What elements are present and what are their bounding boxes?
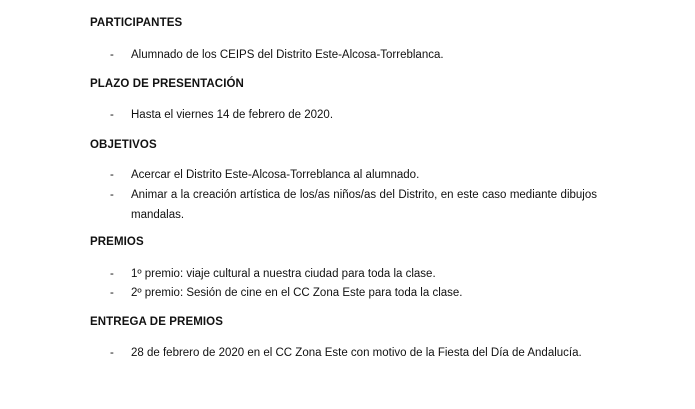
bullet-dash: - — [110, 169, 114, 181]
bullet-dash: - — [110, 287, 114, 299]
section-heading-objetivos: OBJETIVOS — [90, 139, 157, 151]
list-item-text: 1º premio: viaje cultural a nuestra ciudad para toda la clase. — [131, 268, 436, 280]
list-item — [110, 45, 600, 65]
bullet-dash: - — [110, 109, 114, 121]
list-item-text: Hasta el viernes 14 de febrero de 2020. — [131, 109, 334, 121]
section-heading-participantes: PARTICIPANTES — [90, 17, 183, 29]
bullet-dash: - — [110, 49, 114, 61]
section-heading-entrega: ENTREGA DE PREMIOS — [90, 316, 223, 328]
bullet-dash: - — [110, 268, 114, 280]
list-item-text: 2º premio: Sesión de cine en el CC Zona Este para toda la clase. — [131, 287, 463, 299]
list-item-text: 28 de febrero de 2020 en el CC Zona Este con motivo de la Fiesta del Día de Andalucía. — [131, 347, 582, 359]
list-item-text: Animar a la creación artística de los/as niños/as del Distrito, en este caso mediante dibujos mandalas. — [131, 189, 597, 221]
list-item — [110, 343, 600, 363]
list-item — [110, 165, 600, 185]
list-item — [110, 185, 597, 225]
bullet-dash: - — [110, 347, 114, 359]
section-heading-premios: PREMIOS — [90, 236, 144, 248]
list-item — [110, 105, 600, 125]
list-item — [110, 264, 600, 284]
list-item — [110, 283, 600, 303]
list-item-text: Acercar el Distrito Este-Alcosa-Torreblanca al alumnado. — [131, 169, 420, 181]
section-heading-plazo: PLAZO DE PRESENTACIÓN — [90, 78, 244, 90]
list-item-text: Alumnado de los CEIPS del Distrito Este-Alcosa-Torreblanca. — [131, 49, 444, 61]
bullet-dash: - — [110, 189, 114, 201]
